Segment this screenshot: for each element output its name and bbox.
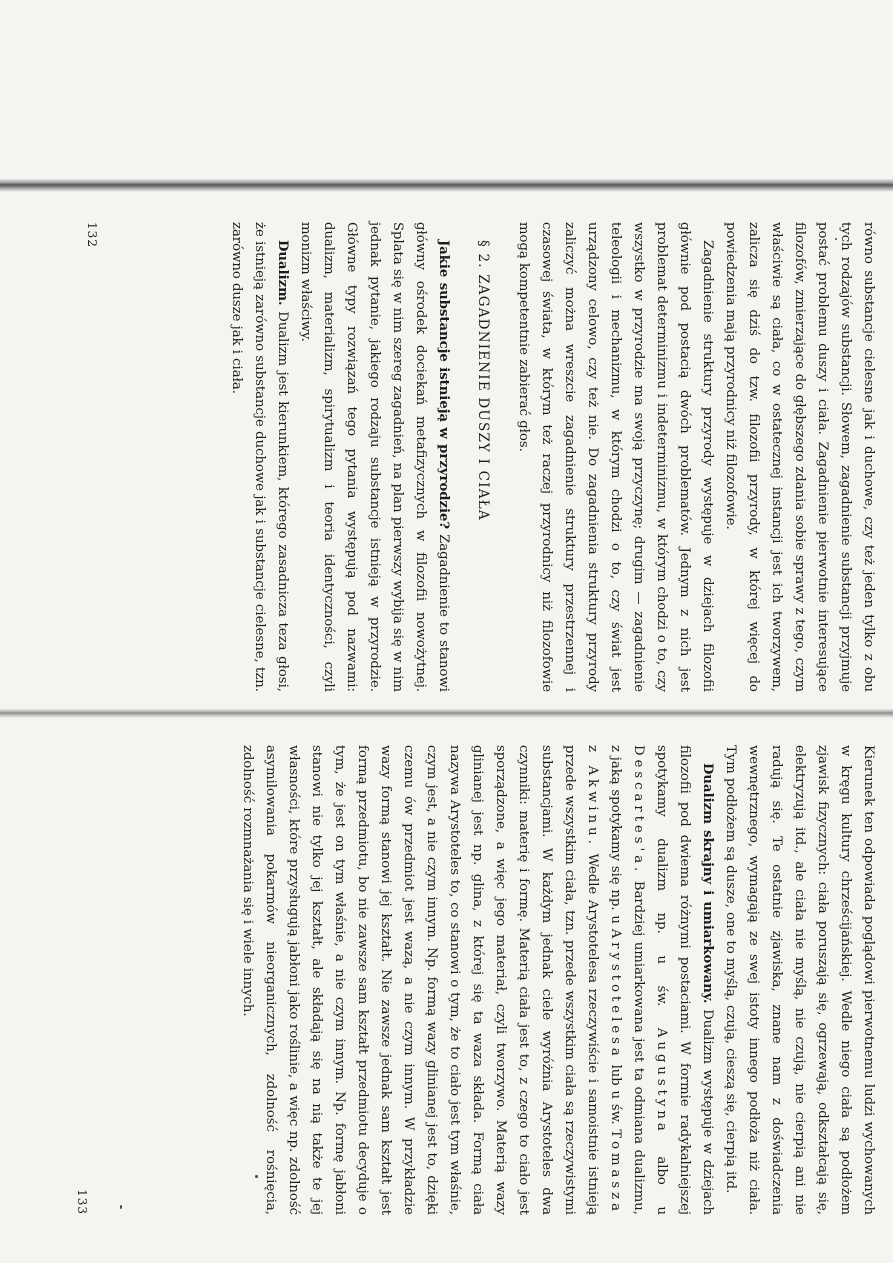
paragraph-body: Zagadnienie to stanowi główny ośrodek dociekań metafizycznych w filozofii nowożytnej. Splata się w nim szereg zagadnień, na plan pierwszy wybija się w nim jednak pytanie, jakiego rodzaju substancje istnieją w przyrodzie. Główne typy rozwiązań tego pytania występują pod nazwami: dualizm, materializm, spirytualizm i teoria identyczności, czyli monizm właściwy. bbox=[298, 222, 451, 692]
page-number: 133 bbox=[75, 1189, 89, 1215]
paragraph-body: Wedle Arystotelesa rzeczywiście i samoistnie istnieją przede wszystkim ciała, tzn. przede wszystkim ciała są rzeczywistymi substancjami. W każdym jednak ciele wyróżnia Arystoteles dwa czynniki: materię i formę. Materią ciała jest to, z czego to ciało jest sporządzone, a więc jego materiał, czyli tworzywo. Materią wazy glinianej jest np. glina, z której się ta waza składa. Formą ciała nazywa Arystoteles to, co stanowi o tym, że to ciało jest tym właśnie, czym jest, a nie czym innym. Np. formą wazy glinianej jest to, dzięki czemu ów przedmiot jest wazą, a nie czym innym. W przykładzie wazy formą stanowi jej kształt. Nie zawsze jednak sam kształt jest formą przedmiotu, bo nie zawsze sam kształt przedmiotu decyduje o tym, że jest on tym właśnie, a nie czym innym. Np. formę jabłoni stanowi nie tylko jej kształt, ale składają się na nią także te jej własności, które przysługują jabłoni jako roślinie, a więc np. zdolność asymilowania pokarmów nieorganicznych, zdolność rośnięcia, zdolność rozmnażania się i wiele innych. bbox=[240, 745, 600, 1215]
paragraph-nature-structure: Zagadnienie struktury przyrody występuje w dziejach filozofii głównie pod postacią dwóch problematów. Jednym z nich jest problemat determinizmu i indeterminizmu, w którym chodzi o to, czy wszystko w przyrodzie ma swoją przyczynę; drugim — zagadnienie teleologii i mechanizmu, w którym chodzi o to, czy świat jest urządzony celowo, czy też nie. Do zagadnienia struktury przyrody zaliczyć można wreszcie zagadnienie struktury przestrzennej i czasowej świata, w którym też raczej przyrodnicy niż filozofowie mogą kompetentnie zabierać głos. bbox=[516, 222, 715, 692]
paragraph-body: lub u św. bbox=[608, 1059, 623, 1130]
lead-phrase: Dualizm skrajny i umiarkowany. bbox=[700, 763, 715, 1004]
name-thomas: Tomasza z Akwinu. bbox=[585, 745, 623, 1215]
name-aristotle: Arystotelesa bbox=[608, 928, 623, 1060]
lead-phrase: Jakie substancje istnieją w przyrodzie? bbox=[436, 240, 451, 530]
paragraph-body: Bardziej umiarkowana jest ta odmiana dualizmu, z jaką spotykamy się np. u bbox=[608, 745, 646, 1215]
paragraph-body: Dualizm występuje w dziejach filozofii pod dwiema różnymi postaciami. W formie radykalniejszej spotykamy dualizm np. u św. bbox=[654, 745, 715, 1215]
scan-artifact-top bbox=[0, 178, 893, 192]
lead-phrase: Dualizm. bbox=[275, 240, 290, 306]
paragraph-extreme-moderate-dualism bbox=[236, 745, 719, 1215]
paragraph-which-substances bbox=[294, 222, 455, 692]
scan-artifact-gutter bbox=[0, 708, 893, 718]
paragraph-body: Dualizm jest kierunkiem, którego zasadnicza teza głosi, że istnieją zarówno substancje duchowe jak i substancje cielesne, tzn. zarówno dusze jak i ciała. bbox=[229, 222, 290, 692]
name-descartes: Descartes'a. bbox=[631, 745, 646, 876]
paragraph-dualism-continued: Kierunek ten odpowiada poglądowi pierwotnemu ludzi wychowanych w kręgu kultury chrześcijańskiej. Wedle niego ciała są podłożem zjawisk fizycznych: ciała poruszają się, ogrzewają, odkształcają się, elektryzują itd., ale ciała nie myślą, nie czują, nie cierpią ani nie radują się. Te ostatnie zjawiska, znane nam z doświadczenia wewnętrznego, wymagają ze swej istoty innego podłoża niż ciała. Tym podłożem są dusze, one to myślą, czują, cieszą się, cierpią itd. bbox=[723, 745, 876, 1215]
paragraph-substance-continued: równo substancje cielesne jak i duchowe, czy też jeden tylko z obu tych rodzajów substancji. Słowem, zagadnienie substancji przyjmuje postać problemu duszy i ciała. Zagadnienie pierwotnie interesujące filozofów, zmierzające do głębszego zdania sobie sprawy z tego, czym właściwie są ciała, co w ostatecznej instancji jest ich tworzywem, zalicza się dziś do tzw. filozofii przyrody, w której więcej do powiedzenia mają przyrodnicy niż filozofowie. bbox=[723, 222, 876, 692]
paragraph-dualism bbox=[225, 222, 294, 692]
page-133 bbox=[70, 745, 880, 1215]
name-augustine: Augustyna bbox=[654, 1027, 669, 1135]
page-132 bbox=[80, 222, 880, 692]
paragraph-body: albo u bbox=[654, 1134, 669, 1215]
section-heading: § 2. ZAGADNIENIE DUSZY I CIAŁA bbox=[475, 240, 491, 521]
page-number: 132 bbox=[85, 222, 99, 248]
